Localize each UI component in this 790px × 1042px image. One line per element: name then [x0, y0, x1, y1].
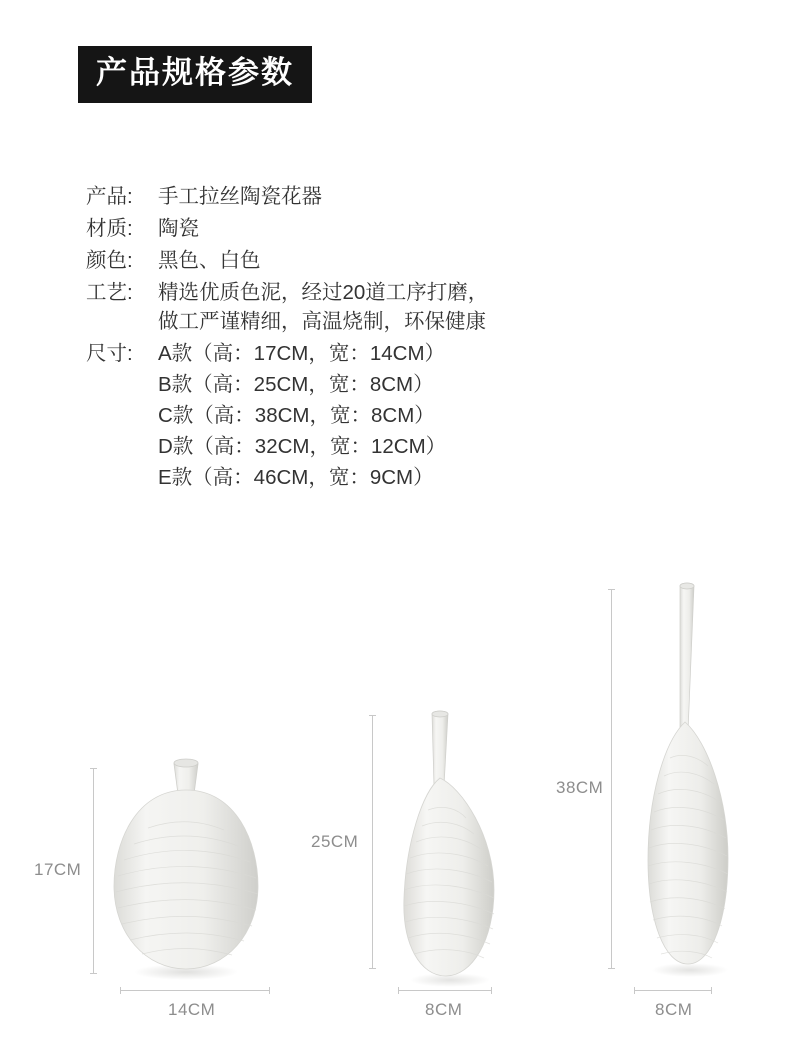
- spec-line: 陶瓷: [158, 217, 199, 240]
- spec-label-craft: 工艺:: [86, 281, 133, 304]
- spec-value-color: [158, 246, 706, 275]
- spec-value-product: [158, 182, 706, 211]
- spec-line: 黑色、白色: [158, 249, 261, 272]
- spec-line: 做工严谨精细，高温烧制，环保健康: [158, 310, 486, 333]
- vase-b-width-label: 8CM: [425, 1000, 463, 1019]
- spec-line-size-d: D款（高：32CM，宽：12CM）: [158, 435, 447, 458]
- vase-c-height-line: [611, 589, 612, 969]
- spec-line-size-b: B款（高：25CM，宽：8CM）: [158, 373, 434, 396]
- spec-row-craft: [86, 278, 706, 336]
- vase-b-height-line: [372, 715, 373, 969]
- vase-a-width-line: [120, 990, 270, 991]
- page-title-banner: [78, 46, 312, 103]
- vase-a-height-label: 17CM: [34, 860, 82, 879]
- vase-c-height-label: 38CM: [556, 778, 604, 797]
- spec-label-product: 产品:: [86, 185, 133, 208]
- specification-list: [86, 182, 706, 497]
- product-photo-area: [0, 560, 790, 1042]
- vase-b-image: [388, 708, 518, 993]
- spec-row-product: [86, 182, 706, 211]
- spec-label-color: 颜色:: [86, 249, 133, 272]
- spec-line-size-a: A款（高：17CM，宽：14CM）: [158, 342, 446, 365]
- vase-c-width-label: 8CM: [655, 1000, 693, 1019]
- spec-line: 手工拉丝陶瓷花器: [158, 185, 322, 208]
- vase-a-width-label: 14CM: [168, 1000, 216, 1019]
- spec-line-size-c: C款（高：38CM，宽：8CM）: [158, 404, 435, 427]
- spec-row-color: [86, 246, 706, 275]
- vase-c-width-line: [634, 990, 712, 991]
- spec-label-material: 材质:: [86, 217, 133, 240]
- vase-b-width-line: [398, 990, 492, 991]
- spec-row-material: [86, 214, 706, 243]
- vase-c-image: [628, 582, 758, 982]
- spec-line-size-e: E款（高：46CM，宽：9CM）: [158, 466, 434, 489]
- spec-row-size: [86, 339, 706, 494]
- vase-b-height-label: 25CM: [311, 832, 359, 851]
- page-title: 产品规格参数: [96, 55, 294, 90]
- vase-a-image: [108, 750, 268, 990]
- vase-a-height-line: [93, 768, 94, 974]
- spec-line: 精选优质色泥，经过20道工序打磨，: [158, 281, 489, 304]
- spec-value-craft: [158, 278, 706, 336]
- spec-label-size: 尺寸:: [86, 342, 133, 365]
- spec-value-size: [158, 339, 706, 494]
- spec-value-material: [158, 214, 706, 243]
